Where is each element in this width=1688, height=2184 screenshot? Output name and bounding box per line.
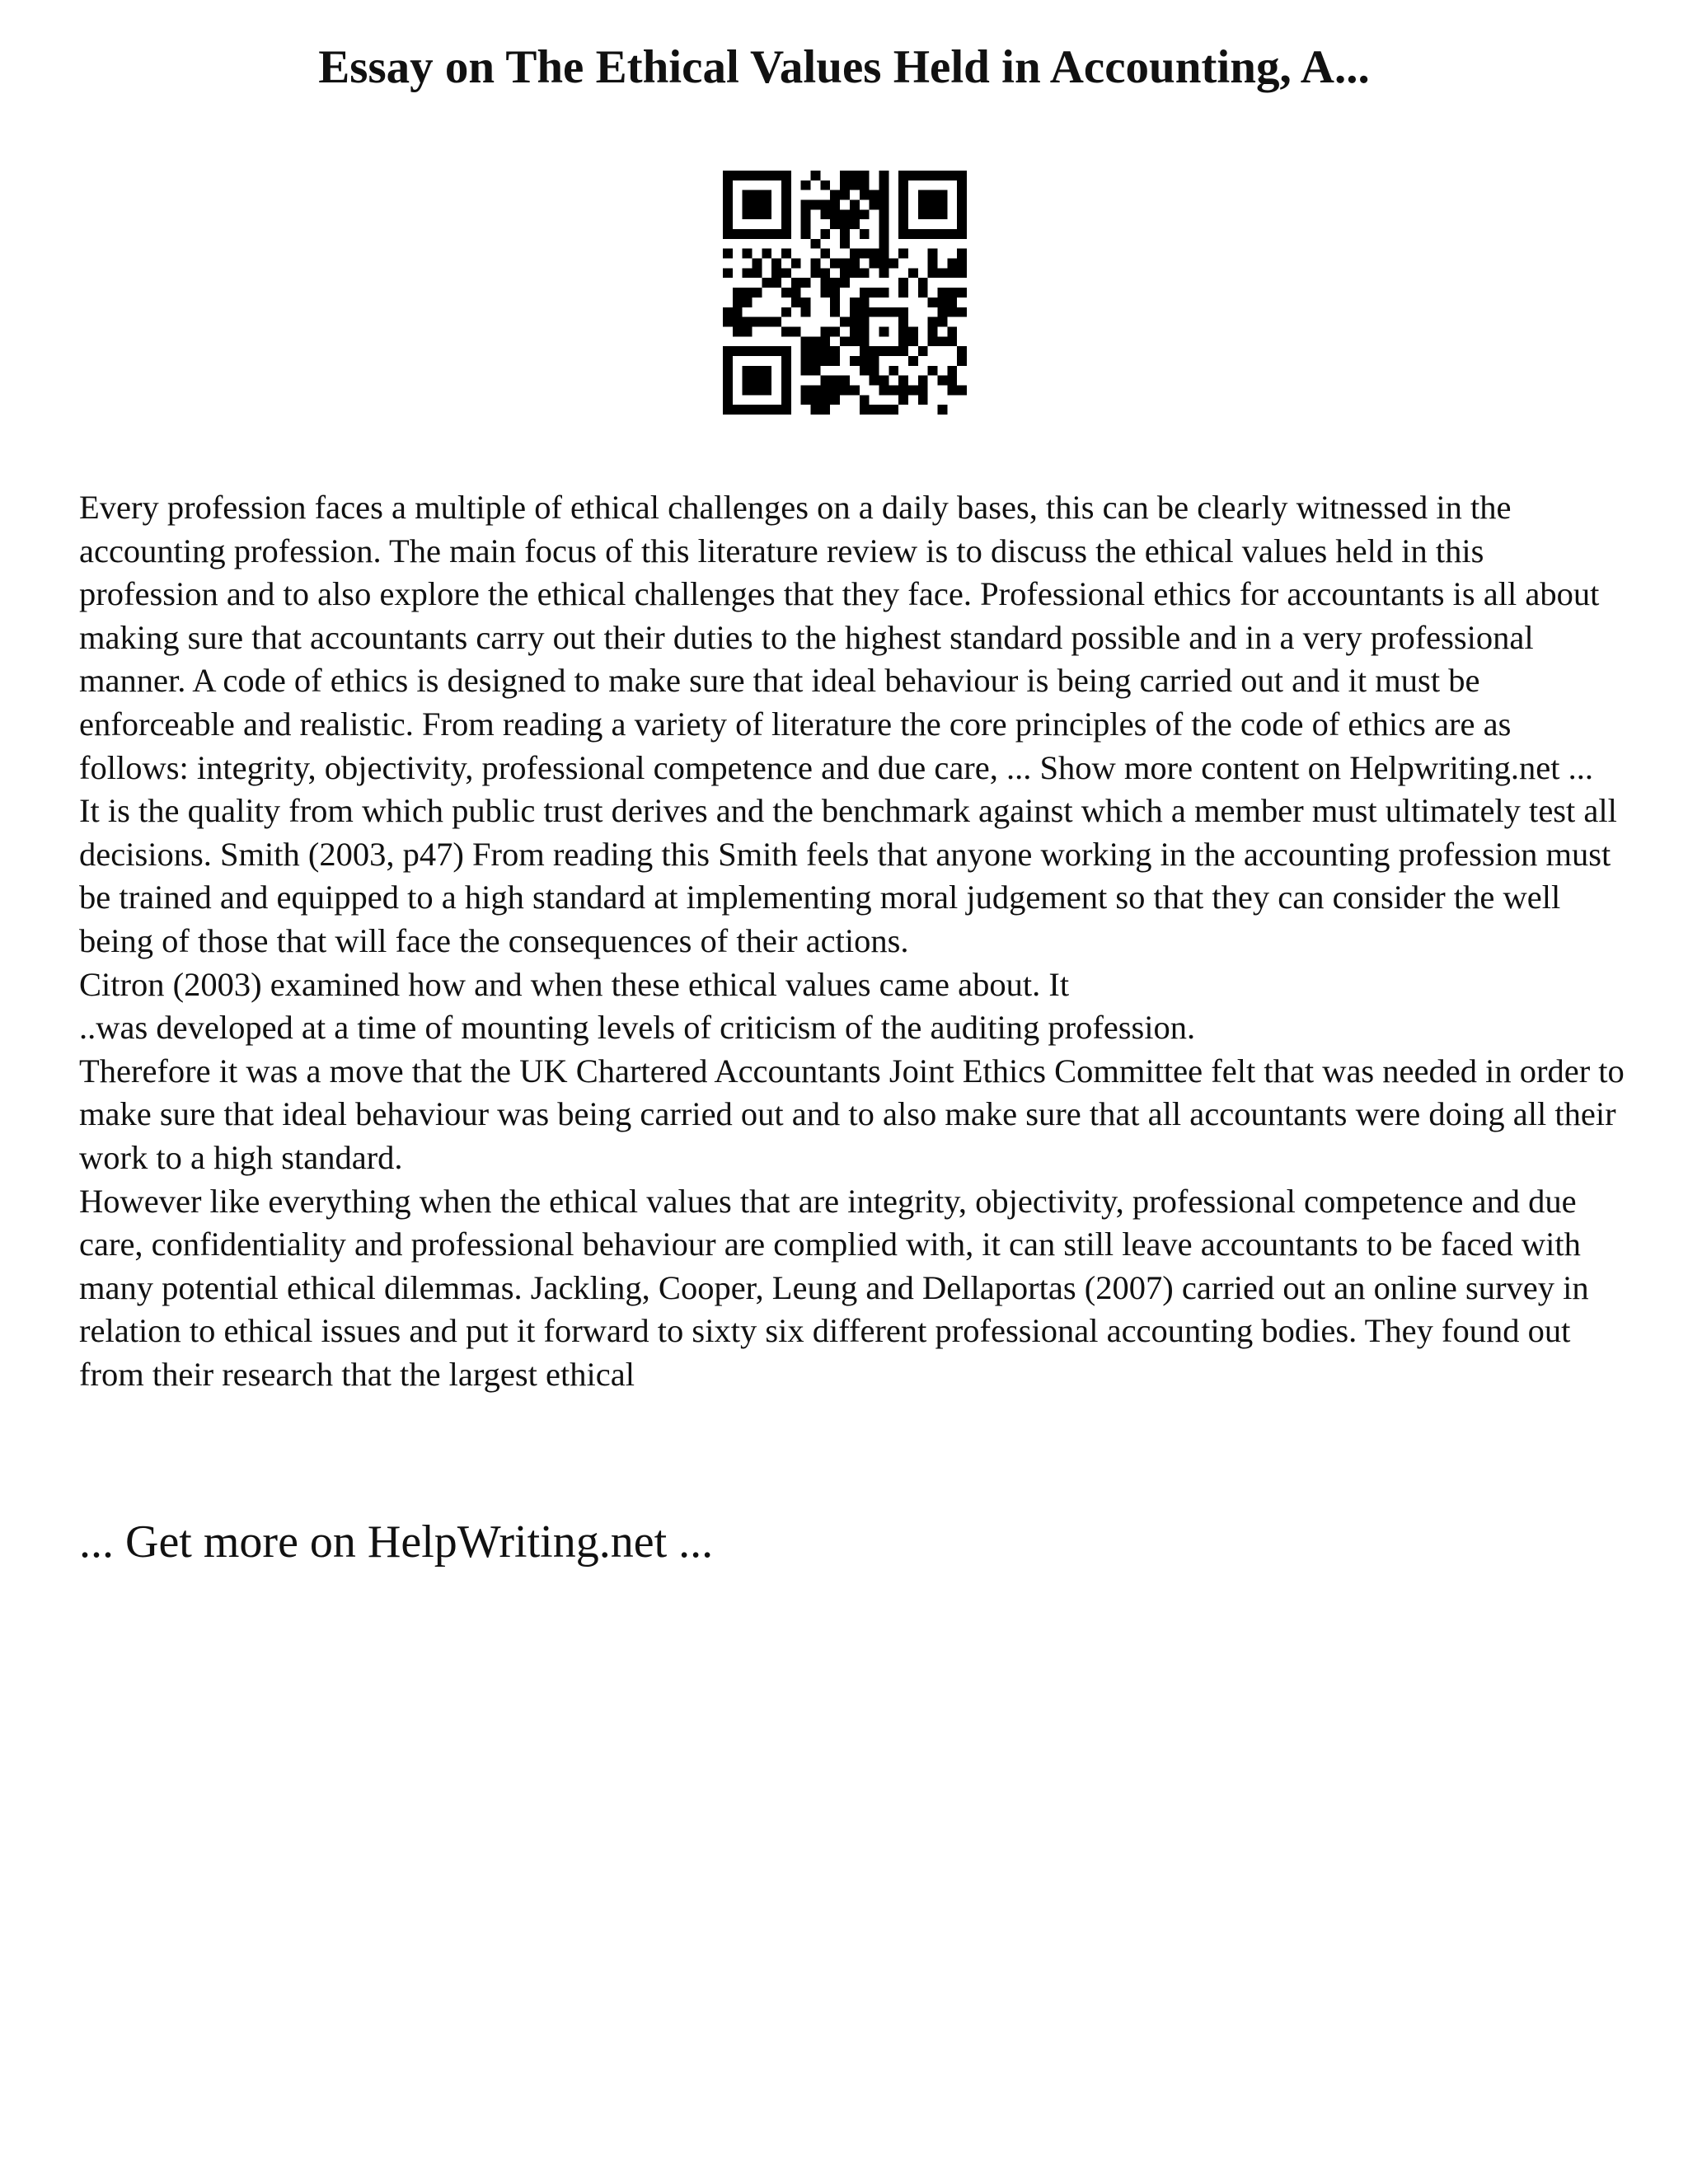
paragraph: ..was developed at a time of mounting levels of criticism of the auditing profession. — [79, 1009, 1196, 1047]
paragraph: Citron (2003) examined how and when these ethical values came about. It — [79, 965, 1070, 1003]
paragraph: However like everything when the ethical values that are integrity, objectivity, professional competence and due care, confidentiality and professional behaviour are complied with, it can still leave accountants to be faced with many potential ethical dilemmas. Jackling, Cooper, Leung and Dellaportas (2007) carried out an online survey in relation to ethical issues and put it forward to sixty six different professional accounting bodies. They found out from their research that the largest ethical — [79, 1182, 1589, 1393]
get-more-link[interactable]: ... Get more on HelpWriting.net ... — [79, 1516, 714, 1568]
essay-body — [79, 486, 1629, 1396]
paragraph: It is the quality from which public trust derives and the benchmark against which a member must ultimately test all decisions. Smith (2003, p47) From reading this Smith feels that anyone working in the accounting profession must be trained and equipped to a high standard at implementing moral judgement so that they can consider the well being of those that will face the consequences of their actions. — [79, 792, 1617, 959]
qr-code-icon — [723, 171, 967, 415]
paragraph: Every profession faces a multiple of ethical challenges on a daily bases, this can be clearly witnessed in the accounting profession. The main focus of this literature review is to discuss the ethical values held in this profession and to also explore the ethical challenges that they face. Professional ethics for accountants is all about making sure that accountants carry out their duties to the highest standard possible and in a very professional manner. A code of ethics is designed to make sure that ideal behaviour is being carried out and it must be enforceable and realistic. From reading a variety of literature the core principles of the code of ethics are as follows: integrity, objectivity, professional competence and due care, ... Show more content on Helpwriting.net ... — [79, 489, 1600, 786]
paragraph: Therefore it was a move that the UK Chartered Accountants Joint Ethics Committee felt that was needed in order to make sure that ideal behaviour was being carried out and to also make sure that all accountants were doing all their work to a high standard. — [79, 1052, 1625, 1176]
page-title: Essay on The Ethical Values Held in Accounting, A... — [318, 41, 1370, 93]
